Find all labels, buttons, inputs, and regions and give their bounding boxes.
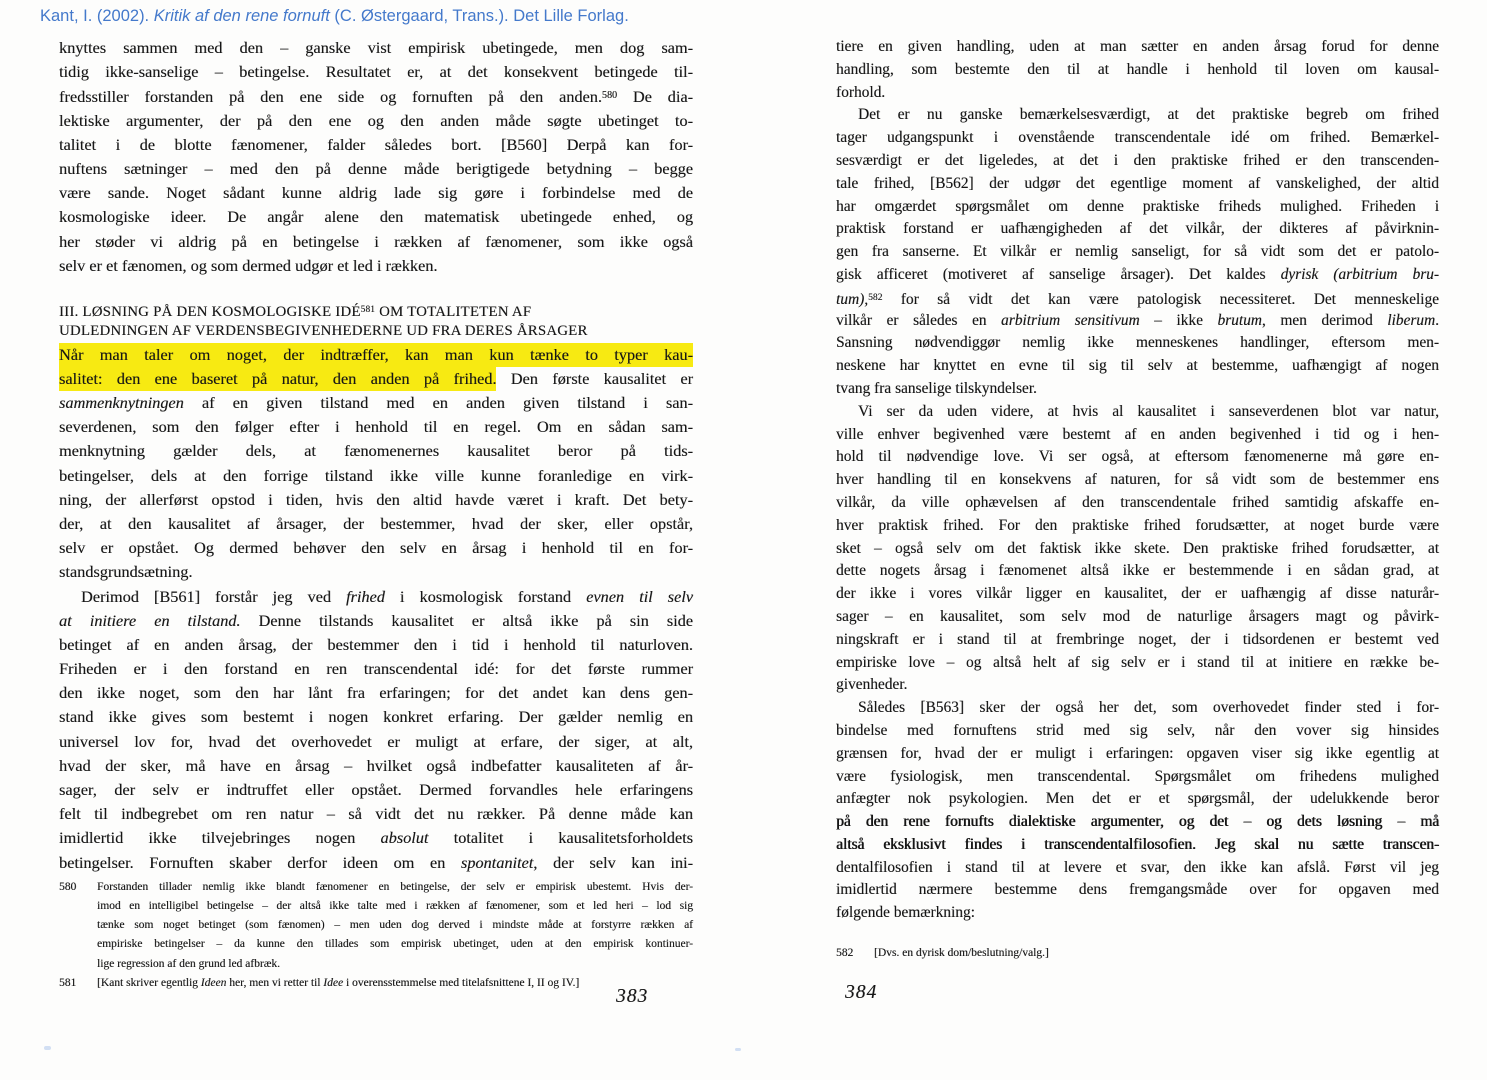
- text-line: anfægter nok psykologien. Men det er et spørgsmål, der udelukkende beror: [836, 790, 1439, 808]
- footnote-number: 582: [836, 947, 854, 960]
- footnote-number: 580: [59, 880, 77, 893]
- footnote-text: [97, 974, 693, 993]
- text-line: vilkår, da ville ophævelsen af den transcendentale frihed samtidig afskaffe en-: [836, 493, 1439, 511]
- text-line: ningskraft er i stand til at frembringe noget, der i tidsordenen er bestemt ved: [836, 630, 1439, 648]
- text-line: gisk afficeret (motiveret af sanselige årsager). Det kaldes dyrisk (arbitrium bru-: [836, 265, 1439, 283]
- text-line: Det er nu ganske bemærkelsesværdigt, at det praktiske begreb om frihed: [858, 106, 1439, 124]
- text-line: gen fra sanserne. Et vilkår er nemlig sanseligt, for så vidt som det er patolo-: [836, 243, 1439, 261]
- text-line: på den rene fornufts dialektiske argumenter, og det – og dets løsning – må: [836, 813, 1439, 831]
- text-line: være fysiologisk, men transcendental. Spørgsmålet om frihedens mulighed: [836, 767, 1439, 785]
- text-line: selv er opstået. Og dermed behøver den selv en årsag i henhold til en for-: [59, 538, 693, 558]
- text-line: tum),$^{582}$ for så vidt det kan være patologisk necessiteret. Det menneskelige: [836, 290, 1439, 308]
- text-line: [Dvs. en dyrisk dom/beslutning/valg.]: [874, 947, 1049, 960]
- footnote: [59, 974, 693, 993]
- text-line: sammenknytningen af en given tilstand med en anden given tilstand i san-: [59, 393, 693, 413]
- text-line: empiriske betingelser – da kunne den tillades som empirisk ubetinget, uden at den empirisk kontinuer-: [97, 938, 693, 951]
- footnote-text: [874, 944, 1439, 963]
- text-line: [Kant skriver egentlig Ideen her, men vi retter til Idee i overensstemmelse med titelafsnittene I, II og IV.]: [97, 976, 580, 989]
- text-line: bindelse med fornuftens strid med sig selv, når den vover sig hinsides: [836, 721, 1439, 739]
- text-line: tvang fra sanselige tilskyndelser.: [836, 379, 1037, 397]
- citation-publisher: (C. Østergaard, Trans.). Det Lille Forlag.: [329, 7, 629, 25]
- scan-artifact: [44, 1046, 51, 1050]
- text-line: UDLEDNINGEN AF VERDENSBEGIVENHEDERNE UD FRA DERES ÅRSAGER: [59, 323, 588, 340]
- text-line: imidlertid ikke tilvejebringes nogen absolut totalitet i kausalitetsforholdets: [59, 828, 693, 848]
- right-page: [836, 36, 1439, 963]
- text-line: betingelser, dels at den forrige tilstand ikke ville kunne foranledige en virk-: [59, 465, 693, 485]
- text-line: menknytning gælder dels, at fænomenernes kausalitet beror på tids-: [59, 441, 693, 461]
- left-page-footnotes: [59, 878, 693, 993]
- text-line: [59, 343, 693, 367]
- text-line: standsgrundsætning.: [59, 562, 193, 582]
- footnote-text: [97, 878, 693, 974]
- text-line: handling, som bestemte den til at handle i henhold til loven om kausal-: [836, 60, 1439, 78]
- text-line: har omgærdet spørgsmålet om denne praktiske friheds mulighed. Friheden i: [836, 197, 1439, 215]
- text-line: sesværdigt er det ligeledes, at det i den praktiske frihed er den transcenden-: [836, 151, 1439, 169]
- highlighted-text: salitet: den ene baseret på natur, den anden på frihed.: [59, 367, 496, 391]
- section-heading: [59, 298, 693, 343]
- text-line: altså eksklusivt findes i transcendentalfilosofien. Jeg skal nu sætte transcen-: [836, 835, 1439, 853]
- text-line: neskene har knyttet en evne til sig til selv at bestemme, uafhængigt af nogen: [836, 357, 1439, 375]
- text-line: Vi ser da uden videre, at hvis al kausalitet i sanseverdenen blot var natur,: [858, 402, 1439, 420]
- text-line: Forstanden tillader nemlig ikke blandt fænomener en betingelse, der selv er empirisk ubestemt. Hvis der-: [97, 880, 693, 893]
- text-line: felt til indbegrebet om ren natur – så vidt det nu rækker. På denne måde kan: [59, 804, 693, 824]
- text-line: sager – en kausalitet, som selv mod de naturlige årsagers magt og påvirk-: [836, 607, 1439, 625]
- text-line: lektiske argumenter, der på den ene og den anden måde søgte ubetinget to-: [59, 110, 693, 130]
- text-line: ning, der allerførst opstod i tiden, hvis den altid havde været i kraft. Det bety-: [59, 489, 693, 509]
- footnote-ref: 582: [868, 291, 883, 303]
- text-line: at initiere en tilstand. Denne tilstands kausalitet er altså ikke på sin side: [59, 610, 693, 630]
- text-line: imidlertid nærmere bestemme dens fremgangsmåde over for opgaven med: [836, 881, 1439, 899]
- text-line: der, at den kausalitet af årsager, der bestemmer, hvad der sker, eller opstår,: [59, 513, 693, 533]
- text-line: severdenen, som den følger efter i henhold til en regel. Om en sådan sam-: [59, 417, 693, 437]
- text-line: universel lov for, hvad det overhovedet er muligt at erfare, der siger, at alt,: [59, 731, 693, 751]
- highlighted-text: Når man taler om noget, der indtræffer, kan man kun tænke to typer kau-: [59, 343, 693, 367]
- right-page-body: [836, 36, 1439, 925]
- text-line: praktisk forstand er uafhængigheden af det vilkår, der dikteres af påvirknin-: [836, 220, 1439, 238]
- page-number-left: 383: [616, 986, 649, 1007]
- text-line: givenheder.: [836, 676, 908, 694]
- text-line: forhold.: [836, 83, 886, 101]
- page-number-right: 384: [845, 982, 878, 1003]
- footnote: [59, 878, 693, 974]
- paragraph: [836, 36, 1439, 104]
- text-line: Friheden er i den forstand en ren transcendental idé: for det første rummer: [59, 659, 693, 679]
- text-line: nuftens sætninger – med den på denne måde berigtigede betydning – begge: [59, 158, 693, 178]
- text-line: grænsen for, hvad der er muligt i erfaringen: opgaven viser sig ikke egentlig at: [836, 744, 1439, 762]
- left-page: [59, 36, 693, 993]
- text-line: talitet i de blotte fænomener, falder således bort. [B560] Derpå kan for-: [59, 134, 693, 154]
- text-line: imod en intelligibel betingelse – der altså ikke talte med i rækken af fænomener, som et led heri – lod sig: [97, 899, 693, 912]
- text-line: Sansning nødvendiggør nemlig ikke menneskenes handlinger, eftersom men-: [836, 334, 1439, 352]
- citation-author-year: Kant, I. (2002).: [40, 7, 154, 25]
- text-line: tager udgangspunkt i ovenstående transcendentale idé om frihed. Bemærkel-: [836, 129, 1439, 147]
- footnote: [836, 944, 1439, 963]
- text-line: salitet: den ene baseret på natur, den anden på frihed. Den første kausalitet er: [59, 367, 693, 391]
- paragraph: [59, 585, 693, 875]
- text-line: hver praktisk frihed. For den praktiske frihed forudsætter, at noget burde være: [836, 516, 1439, 534]
- footnote-ref: 580: [601, 90, 618, 102]
- text-line: tænke som noget betinget (som fænomen) – men uden dog derved i mindste måde at forstyrre rækken af: [97, 919, 693, 932]
- text-line: dentalfilosofien i stand til at levere et svar, den ikke kan afslå. Først vil jeg: [836, 858, 1439, 876]
- text-line: knyttes sammen med den – ganske vist empirisk ubetingede, men dog sam-: [59, 38, 693, 57]
- text-line: fredsstiller forstanden på den ene side og fornuften på den anden.$^{580}$ De dia-: [59, 87, 693, 107]
- text-line: sket – også selv om det faktisk ikke skete. Den praktiske frihed forudsætter, at: [836, 539, 1439, 557]
- text-line: sager, der selv er indtruffet eller opstået. Dermed forvandles hele erfaringens: [59, 780, 693, 800]
- paragraph: [836, 104, 1439, 400]
- citation-header: [40, 5, 629, 27]
- text-line: vilkår er således en arbitrium sensitivum – ikke brutum, men derimod liberum.: [836, 311, 1439, 329]
- text-line: tidig ikke-sanselige – betingelse. Resultatet er, at det konsekvent betingede til-: [59, 62, 693, 82]
- text-line: empiriske love – og altså helt af sig selv er i stand til at initiere en række be-: [836, 653, 1439, 671]
- footnote-ref: 581: [360, 303, 376, 314]
- citation-book-title: Kritik af den rene fornuft: [153, 7, 330, 25]
- text-line: dette nogets årsag i fænomenet altså ikke er bestemmende i en sådan grad, at: [836, 562, 1439, 580]
- text-line: være sande. Noget sådant kunne aldrig lade sig gøre i forbindelse med de: [59, 183, 693, 203]
- text-line: hold til nødvendige love. Vi ser også, at eftersom fænomenerne må gøre en-: [836, 448, 1439, 466]
- text-line: betinget af en anden årsag, der bestemmer den i tid i henhold til naturloven.: [59, 634, 693, 654]
- text-line: der ikke i vores vilkår ligger en kausalitet, der er uafhængig af disse naturår-: [836, 585, 1439, 603]
- text-line: hver handling til en konsekvens af naturen, for så vidt som de bestemmer ens: [836, 471, 1439, 489]
- text-line: tiere en given handling, uden at man sætter en anden årsag forud for denne: [836, 38, 1439, 55]
- scan-artifact: [735, 1048, 741, 1051]
- text-line: ville enhver begivenhed være bestemt af en anden begivenhed i tid og i hen-: [836, 425, 1439, 443]
- text-line: hvad der sker, må have en årsag – hvilket også indbefatter kausaliteten af år-: [59, 755, 693, 775]
- paragraph: [59, 343, 693, 585]
- text-line: Derimod [B561] forstår jeg ved frihed i kosmologisk forstand evnen til selv: [81, 586, 693, 606]
- text-line: følgende bemærkning:: [836, 904, 975, 922]
- text-line: lige regression af den grund led afbræk.: [97, 957, 280, 970]
- text-line: III. LØSNING PÅ DEN KOSMOLOGISKE IDÉ$^{581}$ OM TOTALITETEN AF: [59, 303, 532, 320]
- text-line: her støder vi aldrig på en betingelse i rækken af fænomener, som ikke også: [59, 231, 693, 251]
- text-line: stand ikke gives som bestemt i nogen konkret erfaring. Der gælder nemlig en: [59, 707, 693, 727]
- text-line: tale frihed, [B562] der udgør det egentlige moment af vanskelighed, der altid: [836, 174, 1439, 192]
- text-line: selv er et fænomen, og som dermed udgør et led i rækken.: [59, 255, 438, 275]
- text-line: Således [B563] sker der også her det, som overhovedet finder sted i for-: [858, 699, 1439, 717]
- right-page-footnotes: [836, 944, 1439, 963]
- left-page-body: [59, 36, 693, 875]
- paragraph: [836, 401, 1439, 697]
- footnote-number: 581: [59, 976, 77, 989]
- text-line: betingelser. Fornuften skaber derfor ideen om en spontanitet, der selv kan ini-: [59, 852, 694, 872]
- paragraph: [836, 697, 1439, 925]
- text-line: den ikke noget, som den har lånt fra erfaringen; for det andet kan dens gen-: [59, 683, 693, 703]
- text-line: kosmologiske ideer. De angår alene den matematisk ubetingede enhed, og: [59, 207, 693, 227]
- paragraph: [59, 36, 693, 278]
